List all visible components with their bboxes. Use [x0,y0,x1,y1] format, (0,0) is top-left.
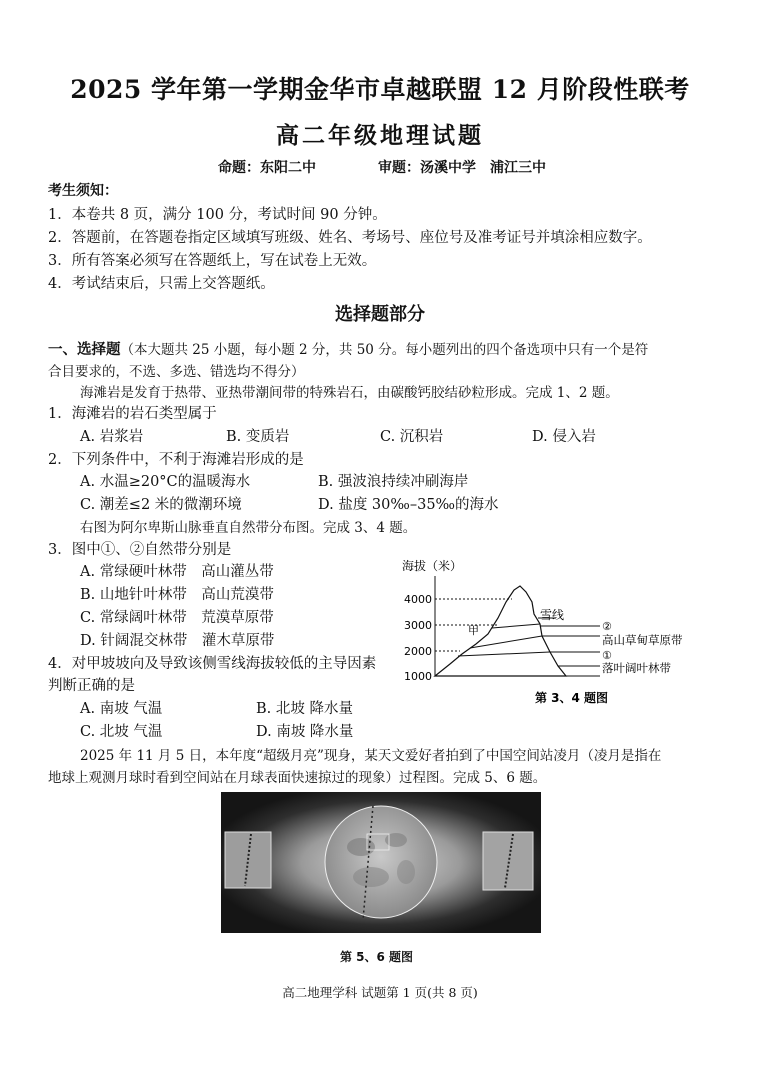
zone-line-lower [458,652,550,656]
q3-option-d[interactable]: D. 针阔混交林带 灌木草原带 [80,633,275,649]
q2-option-b[interactable]: B. 强波浪持续冲刷海岸 [318,474,469,490]
notice-item: 3．所有答案必须写在答题纸上，写在试卷上无效。 [48,253,377,269]
exam-title: 2025 学年第一学期金华市卓越联盟 12 月阶段性联考 [70,75,690,104]
question-4-stem-line2: 判断正确的是 [48,678,135,694]
moon-transit-photo [221,792,541,933]
zone1-label: ① [602,649,612,662]
q3-option-b[interactable]: B. 山地针叶林带 高山荒漠带 [80,587,274,603]
notice-heading: 考生须知： [48,183,118,199]
deciduous-label: 落叶阔叶林带 [602,661,671,675]
question-2-stem: 2．下列条件中，不利于海滩岩形成的是 [48,452,304,468]
q1-option-d[interactable]: D. 侵入岩 [532,429,596,445]
snowline-boundary [492,624,540,628]
moon-mare [353,867,389,887]
q4-option-c[interactable]: C. 北坡 气温 [80,724,163,740]
part1-instructions-line2: 合目要求的，不选、多选、错选均不得分） [48,364,305,380]
page-footer: 高二地理学科 试题第 1 页(共 8 页) [282,985,478,1000]
q2-option-a[interactable]: A. 水温≥20°C的温暖海水 [80,474,251,490]
zone2-label: ② [602,620,612,633]
y-axis-label: 海拔（米） [402,559,463,573]
intro-q3-q4: 右图为阿尔卑斯山脉垂直自然带分布图。完成 3、4 题。 [80,520,417,536]
zone-line-middle [470,636,542,648]
q4-option-a[interactable]: A. 南坡 气温 [80,701,163,717]
alps-vertical-zone-diagram [400,556,730,706]
moon-mare [385,833,407,847]
notice-item: 1．本卷共 8 页，满分 100 分，考试时间 90 分钟。 [48,207,387,223]
section-title: 选择题部分 [335,304,425,325]
figure-5-6-caption: 第 5、6 题图 [340,950,414,964]
q4-option-d[interactable]: D. 南坡 降水量 [256,724,354,740]
jia-label: 甲 [468,624,479,637]
tick-1000: 1000 [404,670,432,683]
moon-mare [347,838,375,856]
left-inset [225,832,271,888]
proposer-info: 命题：东阳二中 [218,160,316,176]
snowline-label: 雪线 [540,608,565,622]
intro-q5-q6-line2: 地球上观测月球时看到空间站在月球表面快速掠过的现象）过程图。完成 5、6 题。 [48,770,547,786]
figure-3-4-caption: 第 3、4 题图 [535,691,609,705]
intro-q5-q6: 2025 年 11 月 5 日，本年度“超级月亮”现身，某天文爱好者拍到了中国空间站凌月（凌月是指在 [80,748,662,764]
moon-mare [397,860,415,884]
alpine-meadow-label: 高山草甸草原带 [602,633,683,647]
notice-item: 2．答题前，在答题卷指定区域填写班级、姓名、考场号、座位号及准考证号并填涂相应数字。 [48,230,652,246]
q2-option-c[interactable]: C. 潮差≤2 米的微潮环境 [80,497,242,513]
q1-option-a[interactable]: A. 岩浆岩 [80,429,144,445]
q4-option-b[interactable]: B. 北坡 降水量 [256,701,353,717]
q1-option-c[interactable]: C. 沉积岩 [380,429,444,445]
exam-subtitle: 高二年级地理试题 [276,122,484,149]
part1-instructions [48,338,648,359]
notice-item: 4．考试结束后，只需上交答题纸。 [48,276,275,292]
tick-4000: 4000 [404,593,432,606]
question-1-stem: 1．海滩岩的岩石类型属于 [48,406,217,422]
intro-q1-q2: 海滩岩是发育于热带、亚热带潮间带的特殊岩石，由碳酸钙胶结砂粒形成。完成 1、2 题。 [80,385,619,401]
reviewer-info: 审题：汤溪中学 浦江三中 [378,160,546,176]
q1-option-b[interactable]: B. 变质岩 [226,429,290,445]
part1-label: 一、选择题 [48,341,121,358]
right-inset [483,832,533,890]
tick-2000: 2000 [404,645,432,658]
tick-3000: 3000 [404,619,432,632]
q2-option-d[interactable]: D. 盐度 30‰–35‰的海水 [318,497,499,513]
q3-option-a[interactable]: A. 常绿硬叶林带 高山灌丛带 [80,564,274,580]
question-4-stem: 4．对甲坡坡向及导致该侧雪线海拔较低的主导因素 [48,656,377,672]
moon [325,806,437,918]
q3-option-c[interactable]: C. 常绿阔叶林带 荒漠草原带 [80,610,274,626]
part1-instructions-line1: （本大题共 25 小题，每小题 2 分，共 50 分。每小题列出的四个备选项中只有一个是符 [120,342,649,358]
question-3-stem: 3．图中①、②自然带分别是 [48,542,232,558]
